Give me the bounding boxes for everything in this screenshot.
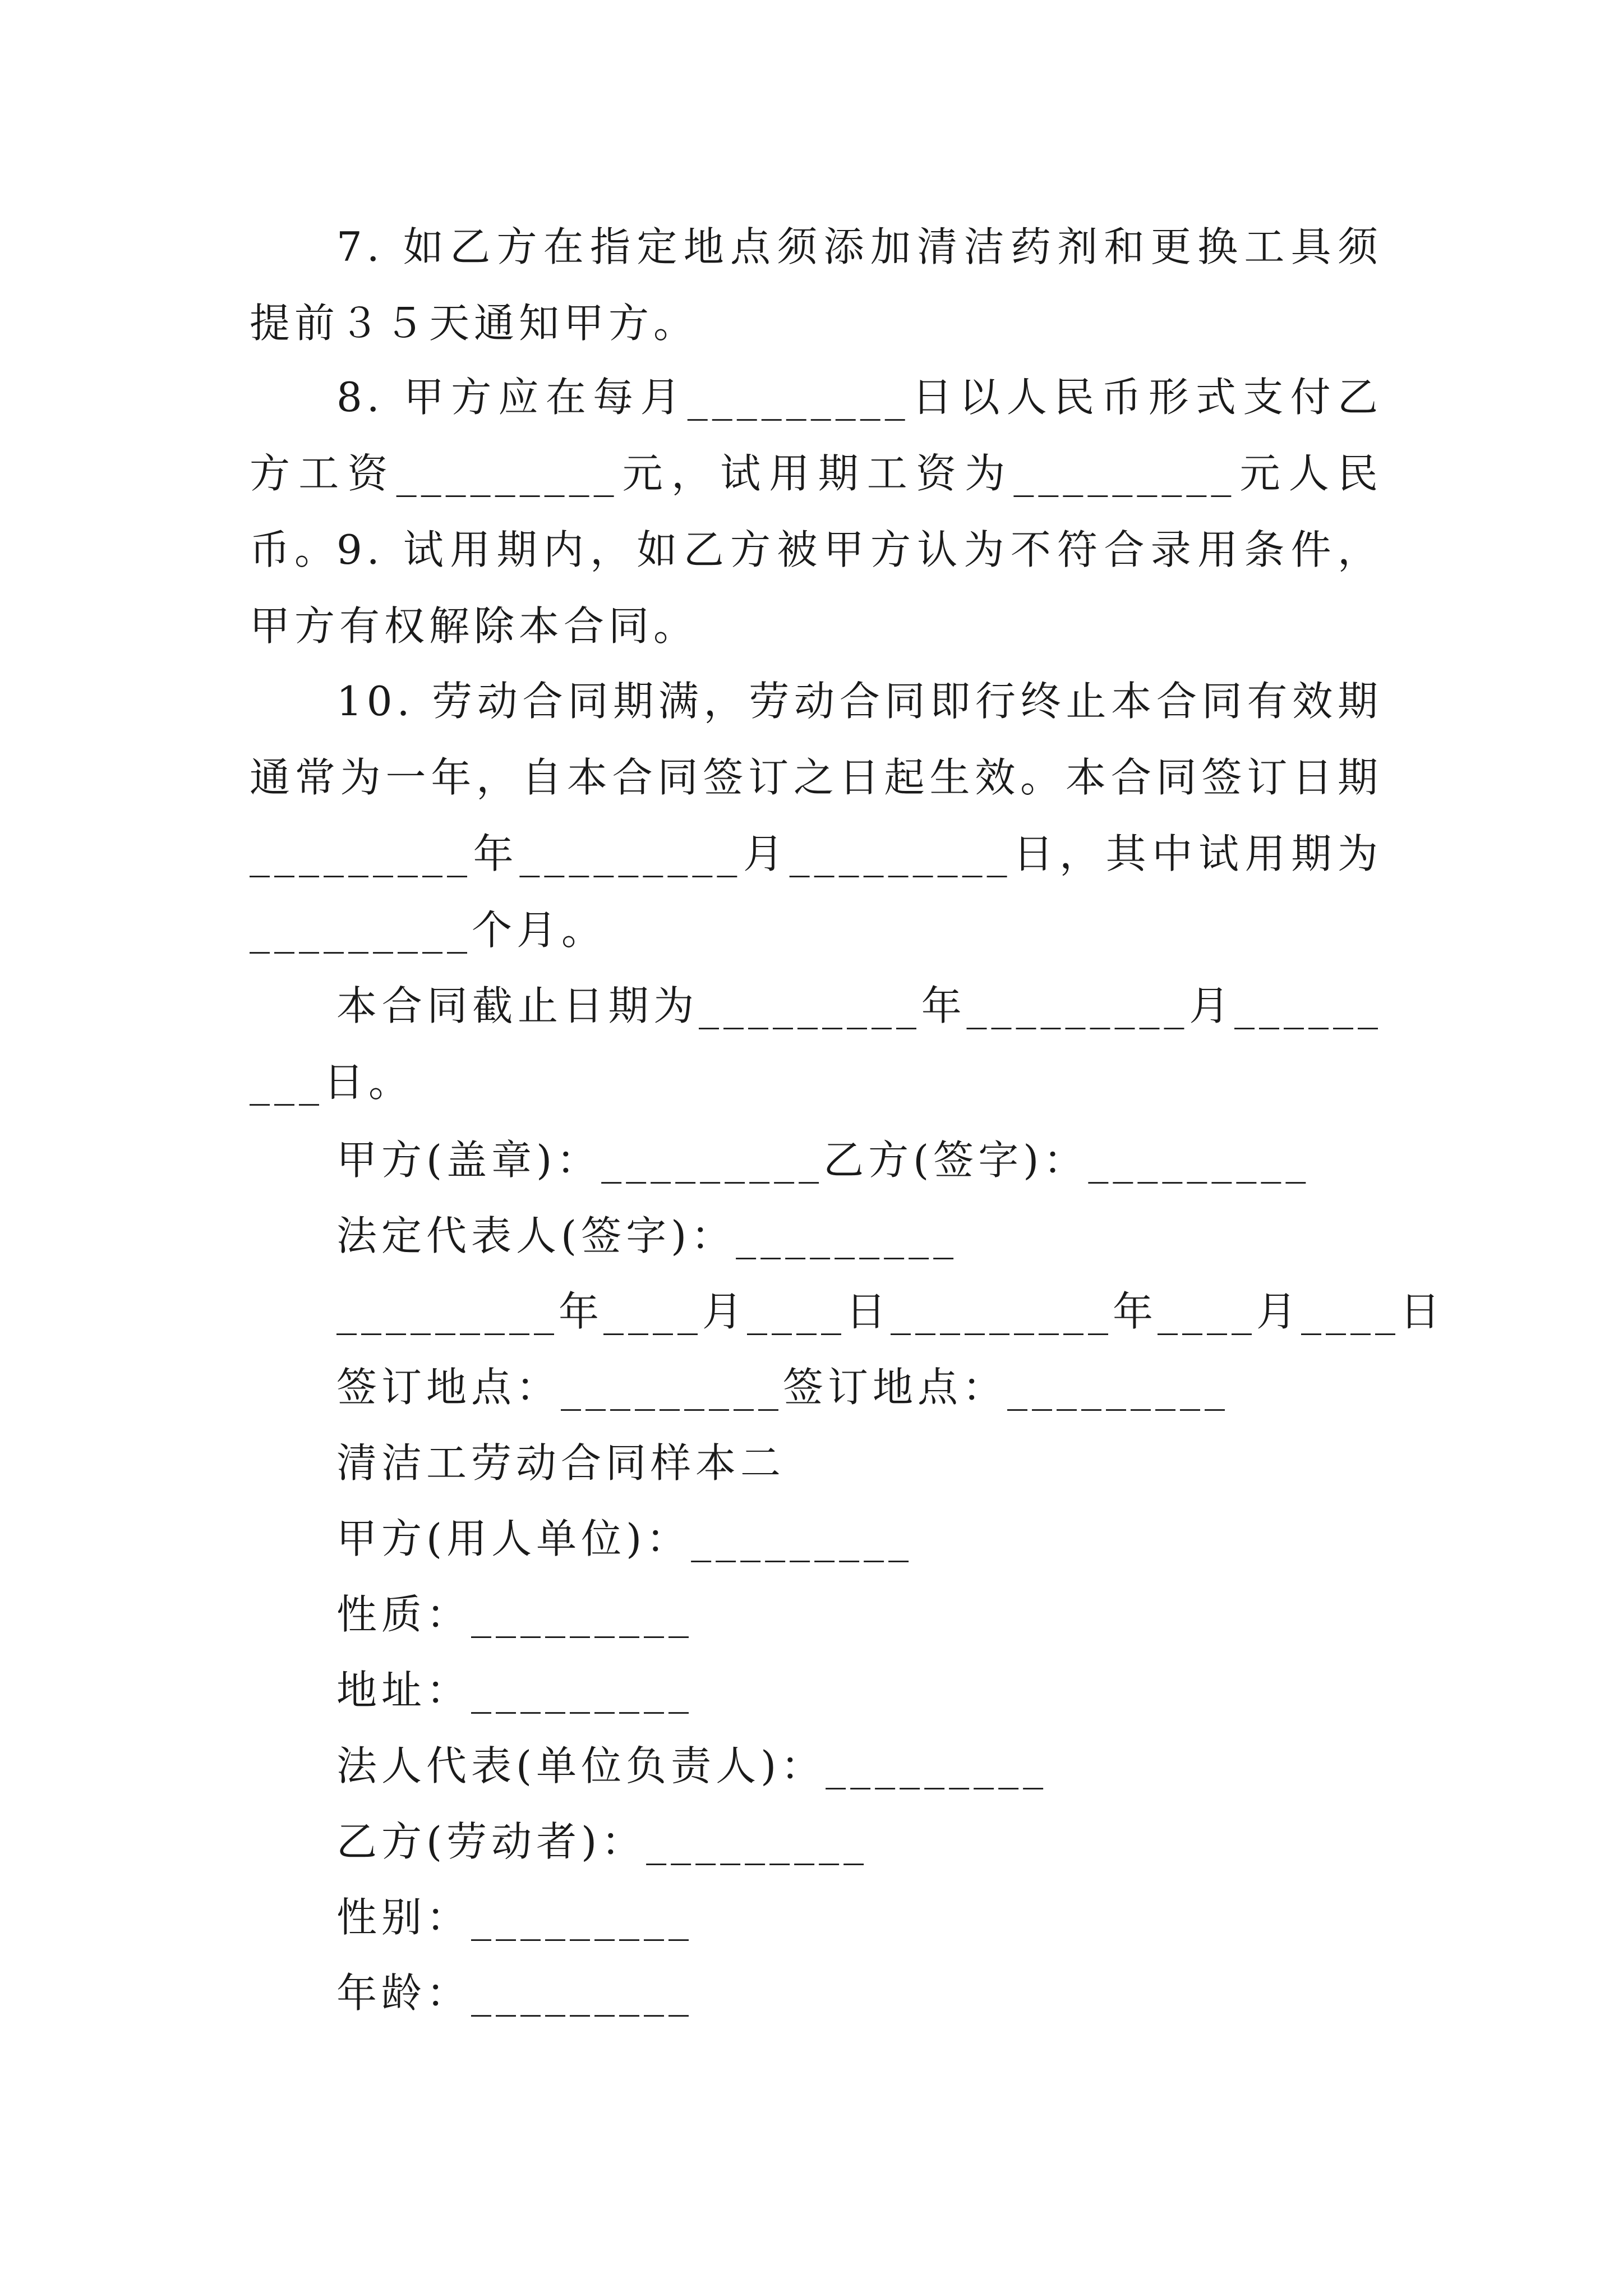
- clause-9: 9. 试用期内，如乙方被甲方认为不符合录用条件，甲方有权解除本合同。: [250, 526, 1382, 650]
- signature-places: 签订地点：_________签订地点：_________: [336, 1364, 1230, 1411]
- clause-10: 10. 劳动合同期满，劳动合同即行终止本合同有效期通常为一年，自本合同签订之日起生效。本合同签订日期_________年_________月_________日，其中试用期为_________个月。: [250, 678, 1382, 954]
- sample-two-gender: 性别：_________: [336, 1894, 694, 1941]
- sample-two-party-b: 乙方(劳动者)：_________: [336, 1818, 869, 1865]
- sample-two-address: 地址：_________: [336, 1667, 694, 1714]
- end-date: 本合同截止日期为_________年_________月_________日。: [250, 982, 1382, 1106]
- sample-two-title: 清洁工劳动合同样本二: [336, 1439, 786, 1487]
- clause-8: 8. 甲方应在每月_________日以人民币形式支付乙方工资_________元，试用期工资为_________元人民币。: [250, 374, 1382, 573]
- signature-legal-rep: 法定代表人(签字)：_________: [336, 1212, 958, 1259]
- sample-two-age: 年龄：_________: [336, 1970, 694, 2017]
- signature-party-line: 甲方(盖章)：_________乙方(签字)：_________: [336, 1137, 1311, 1184]
- sample-two-nature: 性质：_________: [336, 1591, 694, 1638]
- sample-two-party-a: 甲方(用人单位)：_________: [336, 1515, 914, 1562]
- clause-7: 7. 如乙方在指定地点须添加清洁药剂和更换工具须提前３５天通知甲方。: [250, 223, 1382, 347]
- signature-dates: _________年____月____日_________年____月____日: [336, 1288, 1445, 1335]
- sample-two-legal-person: 法人代表(单位负责人)：_________: [336, 1742, 1048, 1789]
